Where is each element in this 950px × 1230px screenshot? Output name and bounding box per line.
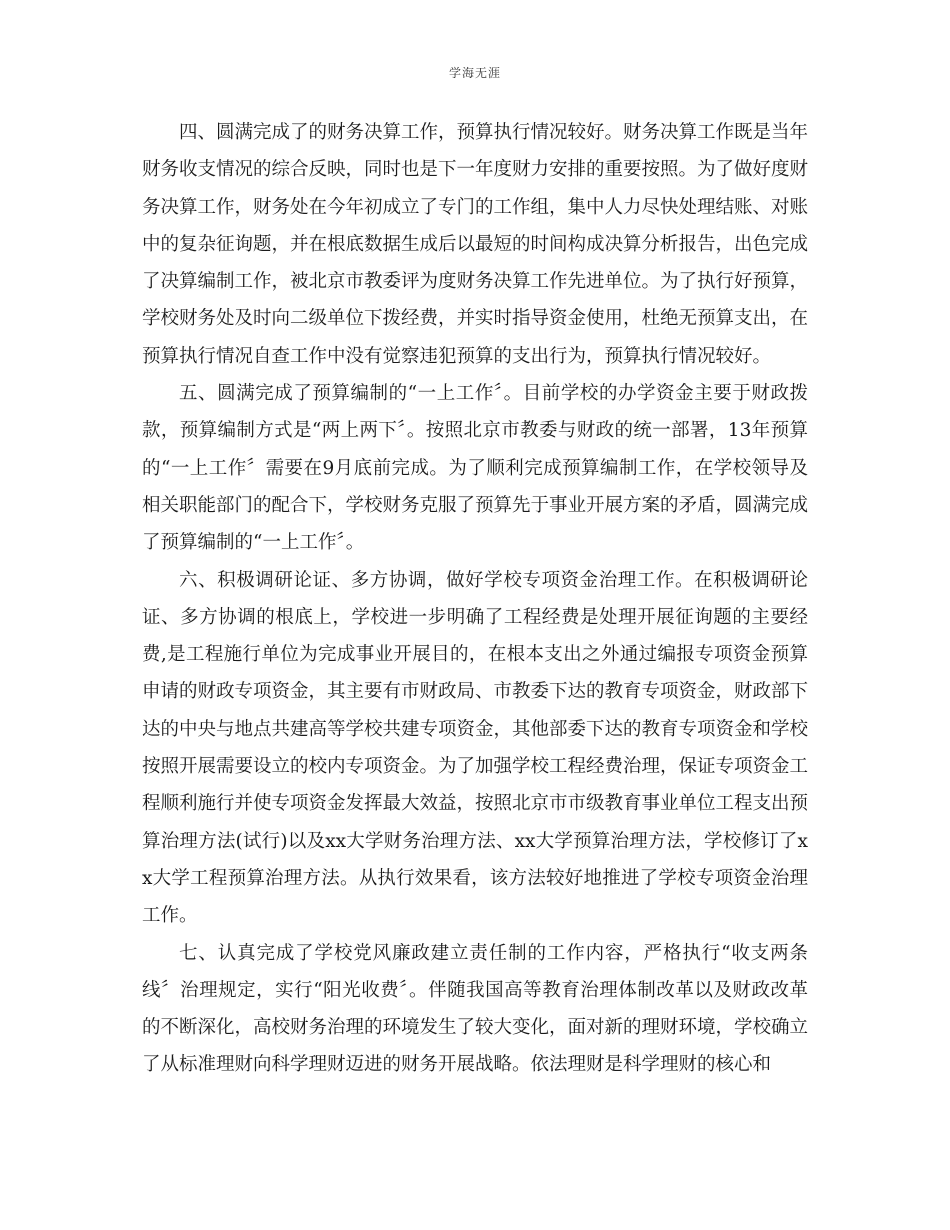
paragraph-section-6: 六、积极调研论证、多方协调，做好学校专项资金治理工作。在积极调研论证、多方协调的根底上，学校进一步明确了工程经费是处理开展征询题的主要经费,是工程施行单位为完成事业开展目的，在根本支出之外通过编报专项资金预算申请的财政专项资金，其主要有市财政局、市教委下达的教育专项资金，财政部下达的中央与地点共建高等学校共建专项资金，其他部委下达的教育专项资金和学校按照开展需要设立的校内专项资金。为了加强学校工程经费治理，保证专项资金工程顺利施行并使专项资金发挥最大效益，按照北京市市级教育事业单位工程支出预算治理方法(试行)以及xx大学财务治理方法、xx大学预算治理方法，学校修订了xx大学工程预算治理方法。从执行效果看，该方法较好地推进了学校专项资金治理工作。 (142, 569, 809, 927)
paragraph-section-7: 七、认真完成了学校党风廉政建立责任制的工作内容，严格执行“收支两条线〞治理规定，实行“阳光收费〞。伴随我国高等教育治理体制改革以及财政改革的不断深化，高校财务治理的环境发生了较大变化，面对新的理财环境，学校确立了从标准理财向科学理财迈进的财务开展战略。依法理财是科学理财的核心和 (142, 942, 809, 1076)
paragraph-section-4: 四、圆满完成了的财务决算工作，预算执行情况较好。财务决算工作既是当年财务收支情况的综合反映，同时也是下一年度财力安排的重要按照。为了做好度财务决算工作，财务处在今年初成立了专门的工作组，集中人力尽快处理结账、对账中的复杂征询题，并在根底数据生成后以最短的时间构成决算分析报告，出色完成了决算编制工作，被北京市教委评为度财务决算工作先进单位。为了执行好预算，学校财务处及时向二级单位下拨经费，并实时指导资金使用，杜绝无预算支出，在预算执行情况自查工作中没有觉察违犯预算的支出行为，预算执行情况较好。 (142, 122, 809, 367)
document-body (142, 114, 808, 1084)
page-header: 学海无涯 (448, 66, 501, 80)
paragraph-section-5: 五、圆满完成了预算编制的“一上工作〞。目前学校的办学资金主要于财政拨款，预算编制方式是“两上两下〞。按照北京市教委与财政的统一部署，13年预算的“一上工作〞需要在9月底前完成。为了顺利完成预算编制工作，在学校领导及相关职能部门的配合下，学校财务克服了预算先于事业开展方案的矛盾，圆满完成了预算编制的“一上工作〞。 (142, 383, 809, 554)
